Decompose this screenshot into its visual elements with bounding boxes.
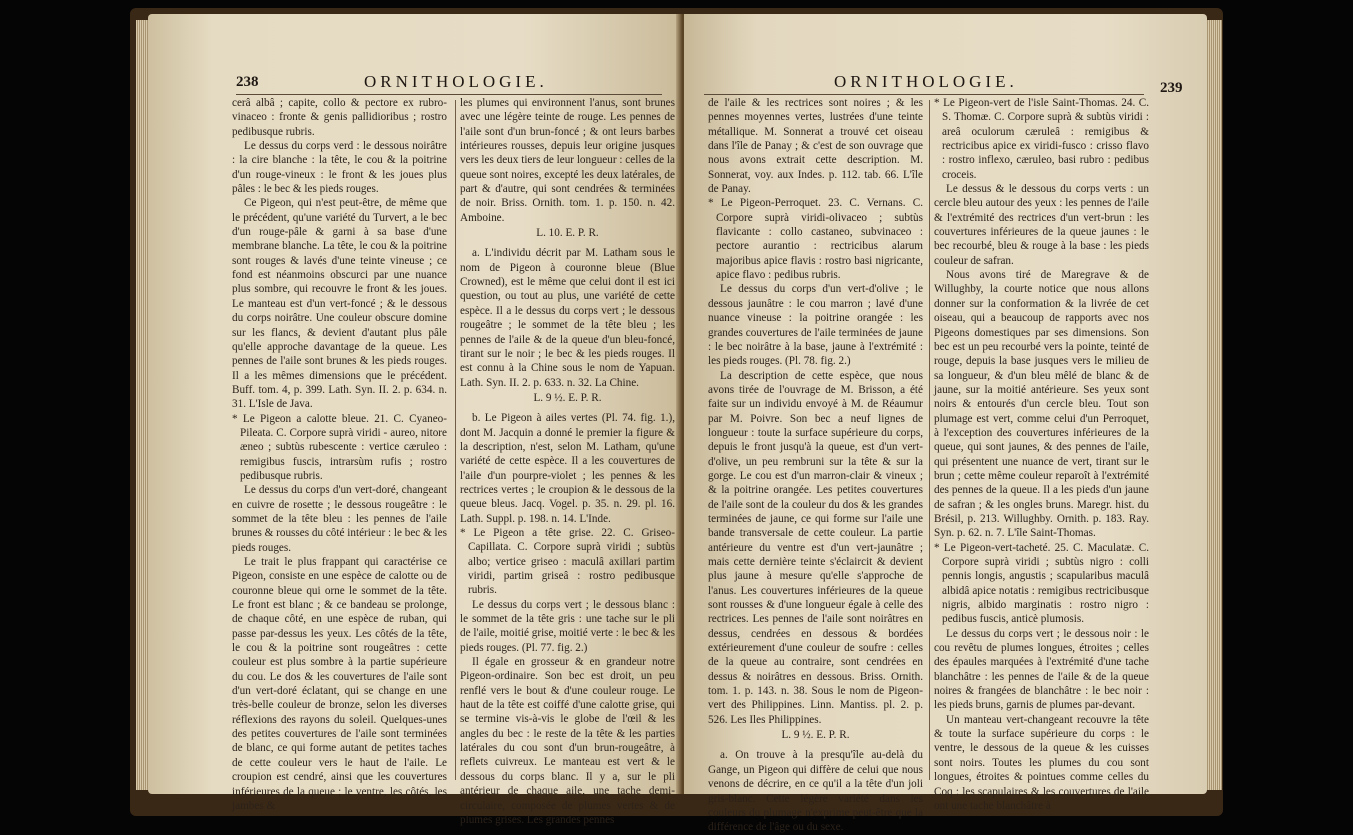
- running-head: ORNITHOLOGIE.: [834, 72, 1018, 91]
- paragraph: Le dessus & le dessous du corps verts : un cercle bleu autour des yeux : les pennes de l'aile & l'extrémité des rectrices d'un vert-brun : les couvertures inférieures de la queue jaunes : le bec recourbé, bleu & rouge à la base : les pieds couleur de safran.: [934, 183, 1149, 267]
- species-entry: * Le Pigeon a tête grise. 22. C. Griseo-Capillata. C. Corpore suprà viridi ; subtùs albo; vertice griseo : maculâ axillari partim viridi, partim griseâ : rostro pedibusque rubris.: [460, 526, 675, 597]
- text-column-2: [934, 96, 1149, 812]
- variety-paragraph: a. On trouve à la presqu'île au-delà du Gange, un Pigeon qui diffère de celui que nous venons de décrire, en ce qu'il a la tête d'un joli gris-blanc. Cette légère variété dans les couleurs du plumage n'exprime peut-être que la différence de l'âge ou du sexe.: [708, 749, 923, 834]
- paragraph: Le dessus du corps d'un vert-d'olive ; le dessous jaunâtre : le cou marron ; lavé d'une nuance vineuse : la poitrine orangée : les grandes couvertures de l'aile terminées de jaune : le bec noirâtre à la base, jaune à l'extrémité : les pieds rouges. (Pl. 78. fig. 2.): [708, 283, 923, 368]
- variety-paragraph: b. Le Pigeon à ailes vertes (Pl. 74. fig. 1.), dont M. Jacquin a donné le premier la figure & la description, n'est, selon M. Latham, qu'une variété de cette espèce. Il a les couvertures de l'aile d'un pourpre-violet ; les pennes & les rectrices vertes ; le croupion & le dessous de la queue bleus. Jacq. Vogel. p. 35. n. 29. pl. 16. Lath. Suppl. p. 198. n. 14. L'Inde.: [460, 412, 675, 525]
- paragraph: Le dessus du corps verd : le dessous noirâtre : la cire blanche : la tête, le cou & la poitrine d'un rouge-vineux : le front & les joues plus pâles : le bec & les pieds rouges.: [232, 140, 447, 196]
- paragraph: Un manteau vert-changeant recouvre la tête & toute la surface supérieure du corps : le ventre, le dessous de la queue & les cuisses sont noirs. Toutes les plumes du cou sont longues, étroites & pointues comme celles du Coq : les scapulaires & les couvertures de l'aile ont une tache blanchâtre à: [934, 713, 1149, 812]
- paragraph: Le dessus du corps vert ; le dessous noir : le cou revêtu de plumes longues, étroites ; celles des épaules marquées à l'extrémité d'une tache blanchâtre : les pennes de l'aile & de la queue noires & frangées de blanchâtre : le bec noir : les pieds bruns, garnis de plumes par-devant.: [934, 627, 1149, 712]
- paragraph: Le dessus du corps vert ; le dessous blanc : le sommet de la tête gris : une tache sur le pli de l'aile, moitié grise, moitié verte : le bec & les pieds rouges. (Pl. 77. fig. 2.): [460, 598, 675, 654]
- column-rule: [929, 100, 930, 780]
- paragraph: Il égale en grosseur & en grandeur notre Pigeon-ordinaire. Son bec est droit, un peu renflé vers le bout & d'une couleur rouge. Le haut de la tête est coiffé d'une calotte grise, qui se termine vis-à-vis le globe de l'œil & les angles du bec : le reste de la tête & les parties latérales du cou sont d'un brun-rougeâtre, à reflets cuivreux. Le manteau est vert & le dessous du corps blanc. Il y a, sur le pli antérieur de chaque aile, une tache demi-circulaire, composée de plumes vertes & de plumes grises. Les grandes pennes: [460, 656, 675, 826]
- running-head: ORNITHOLOGIE.: [364, 72, 548, 91]
- species-entry: * Le Pigeon-vert de l'isle Saint-Thomas. 24. C. S. Thomæ. C. Corpore suprà & subtùs viridi : areâ oculorum cæruleâ : remigibus & rectricibus apice ex viridi-fusco : crisso flavo : rostro inflexo, cæruleo, basi rubro : pedibus croceis.: [934, 97, 1149, 181]
- variety-paragraph: a. L'individu décrit par M. Latham sous le nom de Pigeon à couronne bleue (Blue Crowned), est le même que celui dont il est ici question, ou tout au plus, une variété de cette espèce. Il a le dessus du corps vert ; le dessous rougeâtre ; le sommet de la tête bleu ; les pennes de l'aile & de la queue d'un bleu-foncé, tirant sur le noir ; le bec & les pieds rouges. Il est connu à la Chine sous le nom de Yapuan. Lath. Syn. II. 2. p. 633. n. 32. La Chine.: [460, 247, 675, 389]
- header-rule: [704, 94, 1144, 95]
- text-column-1: [232, 96, 447, 812]
- page-number: 239: [1160, 80, 1183, 96]
- page-edges-right: [1206, 20, 1222, 790]
- paragraph: de l'aile & les rectrices sont noires ; & les pennes moyennes vertes, lustrées d'une teinte métallique. M. Sonnerat a trouvé cet oiseau dans l'île de Panay ; & c'est de son ouvrage que nous avons extrait cette description. M. Sonnerat, voy. aux Indes. p. 112. tab. 66. L'île de Panay.: [708, 97, 923, 196]
- paragraph: La description de cette espèce, que nous avons tirée de l'ouvrage de M. Brisson, a été faite sur un individu envoyé à M. de Réaumur par M. Poivre. Son bec a neuf lignes de longueur : toute la surface supérieure du corps, depuis le front jusqu'à la queue, est d'un vert-d'olive, un peu rembruni sur la tête & sur la gorge. Le cou est d'un marron-clair & vineux ; & la poitrine orangée. Les petites couvertures de l'aile sont de la couleur du dos & les grandes terminées de jaune, ce qui forme sur l'aile une bande transversale de cette couleur. La partie antérieure du ventre est d'un vert-jaunâtre ; mais cette dernière teinte s'éclaircit & devient plus jaune à mesure qu'elle s'approche de l'anus. Les couvertures inférieures de la queue sont rousses & d'une longueur égale à celle des rectrices. Les pennes de l'aile sont noirâtres en dessus, cendrées en dessous & bordées extérieurement d'une couleur de soufre : celles de la queue au contraire, sont cendrées en dessus & noirâtres en dessous. Briss. Ornith. tom. 1. p. 143. n. 38. Sous le nom de Pigeon-vert des Philippines. Linn. Mantiss. pl. 2. p. 526. Les Iles Philippines.: [708, 369, 923, 726]
- measurement-line: L. 9 ½. E. P. R.: [781, 729, 850, 742]
- header-rule: [236, 94, 662, 95]
- paragraph: Le dessus du corps d'un vert-doré, changeant en cuivre de rosette ; le dessous rougeâtre : le sommet de la tête bleu : les pennes de l'aile brunes & rousses du côté intérieur : le bec & les pieds rouges.: [232, 484, 447, 554]
- paragraph: Nous avons tiré de Maregrave & de Willughby, la courte notice que nous allons donner sur la conformation & la livrée de cet oiseau, qui a beaucoup de rapports avec nos Pigeons domestiques par ses dimensions. Son bec est un peu recourbé vers la pointe, teinté de rouge, depuis la base jusques vers le milieu de sa longueur, & d'un bleu mêlé de blanc & de jaune, sur la moitié antérieure. Ses yeux sont noirs & entourés d'un cercle bleu. Tout son plumage est vert, comme celui d'un Perroquet, à l'exception des couvertures inférieures de la queue, qui sont jaunes, & des pennes de l'aile, qui présentent une nuance de vert, tirant sur le brun ; cette même couleur reparoît à l'extrémité des pennes de la queue. Il a les pieds d'un jaune de safran ; & les ongles bruns. Maregr. hist. du Brésil, p. 213. Willughby. Ornith. p. 183. Ray. Syn. p. 62. n. 7. L'île Saint-Thomas.: [934, 269, 1149, 540]
- species-entry: * Le Pigeon a calotte bleue. 21. C. Cyaneo-Pileata. C. Corpore suprà viridi - aureo, nitore æneo ; subtùs rubescente : vertice cæruleo : remigibus fuscis, intrarsùm rufis ; rostro pedibusque rubris.: [232, 412, 447, 482]
- paragraph: les plumes qui environnent l'anus, sont brunes avec une légère teinte de rouge. Les pennes de l'aile sont d'un brun-foncé ; & ont leurs barbes intérieures rousses, depuis leur origine jusques vers les deux tiers de leur longueur : celles de la queue sont noires, excepté les deux latérales, de part & d'autre, qui sont cendrées & terminées de noir. Briss. Ornith. tom. 1. p. 150. n. 42. Amboine.: [460, 97, 675, 224]
- measurement-line: L. 9 ½. E. P. R.: [533, 391, 602, 404]
- text-column-1: [708, 96, 923, 834]
- text-column-2: [460, 96, 675, 826]
- paragraph: cerâ albâ ; capite, collo & pectore ex rubro-vinaceo : fronte & genis pallidioribus ; rostro pedibusque rubris.: [232, 97, 447, 138]
- column-rule: [455, 100, 456, 780]
- left-page: [148, 14, 682, 826]
- species-entry: * Le Pigeon-Perroquet. 23. C. Vernans. C. Corpore suprà viridi-olivaceo ; subtùs flavicante : collo castaneo, subvinaceo : pectore aurantio : rectricibus alarum majoribus apice flavis : rostro basi nigricante, apice flavo : pedibus rubris.: [708, 197, 923, 282]
- paragraph: Ce Pigeon, qui n'est peut-être, de même que le précédent, qu'une variété du Turvert, a le bec d'un rouge-pâle & garni à sa base d'une membrane blanche. La tête, le cou & la poitrine sont rouges & lavés d'une teinte vineuse ; ce fond est néanmoins obscurci par une nuance plus sombre, qui recouvre le front & les joues. Le manteau est d'un vert-foncé ; & le dessous du corps noirâtre. Une couleur obscure domine sur les flancs, & devient d'autant plus pâle qu'elle approche davantage de la queue. Les pennes de l'aile sont brunes & les pieds rouges. Il a les mêmes dimensions que le précédent. Buff. tom. 4, p. 399. Lath. Syn. II. 2. p. 634. n. 31. L'Isle de Java.: [232, 197, 447, 411]
- page-number: 238: [236, 74, 259, 90]
- measurement-line: L. 10. E. P. R.: [536, 227, 599, 240]
- species-entry: * Le Pigeon-vert-tacheté. 25. C. Maculatæ. C. Corpore suprà viridi ; subtùs nigro : colli pennis longis, angustis ; scapularibus maculâ albidâ apice notatis : remigibus rectricibusque nigris, albido marginatis : rostro nigro : pedibus fuscis, anticè plumosis.: [934, 541, 1149, 626]
- paragraph: Le trait le plus frappant qui caractérise ce Pigeon, consiste en une espèce de calotte ou de couronne bleue qui orne le sommet de la tête. Le front est blanc ; & ce bandeau se prolonge, de chaque côté, en une espèce de ruban, qui passe par-dessus les yeux. Les côtés de la tête, le cou & la poitrine sont rougeâtres : cette couleur est plus sombre à la partie supérieure du cou. Le dos & les couvertures de l'aile sont d'un vert-doré éclatant, qui se change en une très-belle couleur de bronze, selon les diverses réflexions des rayons du soleil. Quelques-unes des petites couvertures de l'aile sont terminées de blanc, ce qui forme autant de petites taches de cette couleur vers le haut de l'aile. Le croupion est cendré, ainsi que les couvertures inférieures de la queue ; le ventre, les côtés, les jambes &: [232, 556, 447, 812]
- right-page: [684, 14, 1207, 834]
